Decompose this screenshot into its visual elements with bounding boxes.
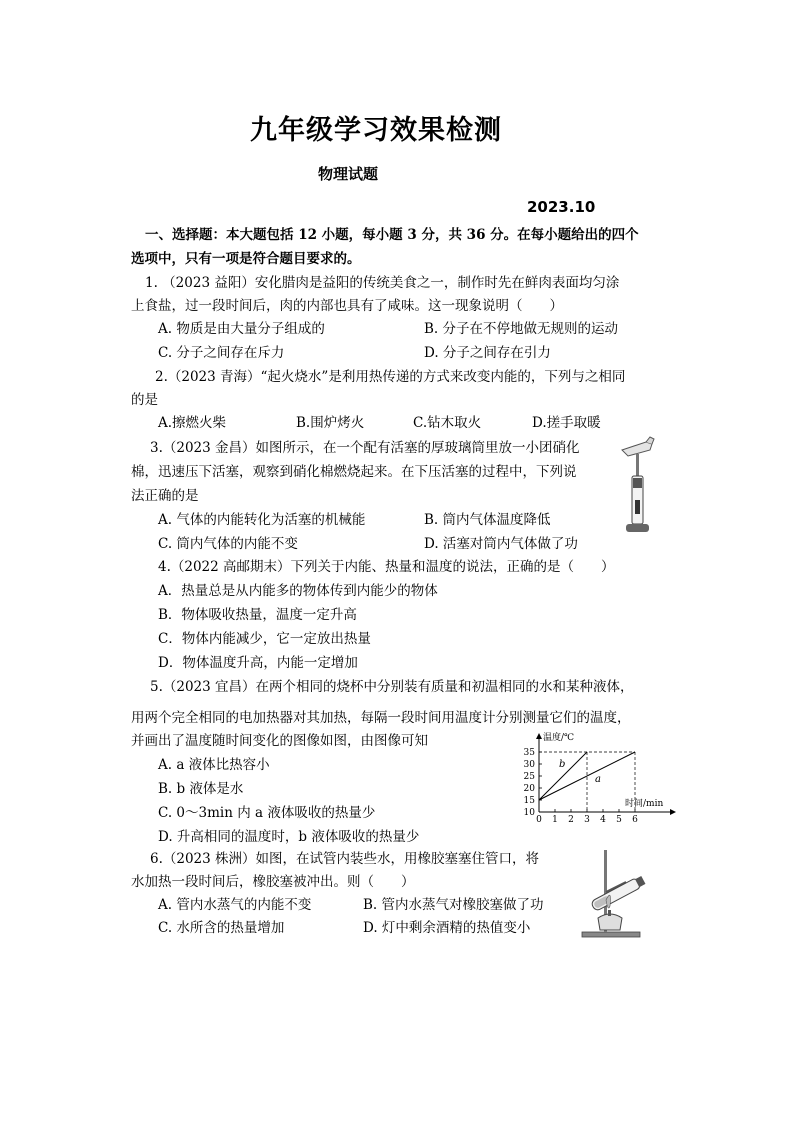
x-tick-label: 5 [616,815,622,825]
y-tick-label: 10 [523,808,535,818]
q2-option-d: D.搓手取暖 [532,415,601,431]
series-label-b: b [559,759,566,770]
q3-option-d: D. 活塞对筒内气体做了功 [424,536,578,552]
x-tick-label: 1 [552,815,558,825]
q5-option-c: C. 0～3min 内 a 液体吸收的热量少 [158,805,376,821]
y-tick-label: 35 [523,748,535,758]
q6-option-a: A. 管内水蒸气的内能不变 [158,897,312,913]
q6-stem-line1: 6.（2023 株洲）如图，在试管内装些水，用橡胶塞塞住管口，将 [150,851,540,867]
q3-stem-line2: 棉，迅速压下活塞，观察到硝化棉燃烧起来。在下压活塞的过程中，下列说 [131,464,577,480]
q3-option-c: C. 筒内气体的内能不变 [158,536,298,552]
q6-stem-line2: 水加热一段时间后，橡胶塞被冲出。则（ ） [131,874,415,890]
subject-heading: 物理试题 [318,165,379,183]
x-tick-label: 0 [536,815,542,825]
q1-option-c: C. 分子之间存在斥力 [158,345,285,361]
q2-stem-line2: 的是 [131,392,158,408]
q3-option-a: A. 气体的内能转化为活塞的机械能 [158,512,366,528]
q4-stem: 4.（2022 高邮期末）下列关于内能、热量和温度的说法，正确的是（ ） [158,559,615,575]
temperature-time-chart [515,728,695,828]
exam-date: 2023.10 [527,198,596,216]
q5-option-a: A. a 液体比热容小 [158,757,270,773]
q3-option-b: B. 筒内气体温度降低 [424,512,551,528]
q5-stem-line3: 并画出了温度随时间变化的图像如图，由图像可知 [131,733,428,749]
y-tick-label: 25 [523,772,535,782]
section-intro-line2: 选项中，只有一项是符合题目要求的。 [131,251,361,267]
q4-option-a: A．热量总是从内能多的物体传到内能少的物体 [158,583,438,599]
q2-option-b: B.围炉烤火 [296,415,365,431]
q4-option-d: D．物体温度升高，内能一定增加 [158,655,358,671]
q5-option-b: B. b 液体是水 [158,781,244,797]
q5-option-d: D. 升高相同的温度时，b 液体吸收的热量少 [158,829,420,845]
q3-stem-line3: 法正确的是 [131,488,199,504]
piston-cylinder-figure [616,436,660,536]
q1-stem-line1: 1. （2023 益阳）安化腊肉是益阳的传统美食之一，制作时先在鲜肉表面均匀涂 [145,275,620,291]
x-tick-label: 3 [584,815,590,825]
q2-stem-line1: 2.（2023 青海）“起火烧水”是利用热传递的方式来改变内能的，下列与之相同 [155,369,626,385]
q1-stem-line2: 上食盐，过一段时间后，肉的内部也具有了咸味。这一现象说明（ ） [131,298,563,314]
test-tube-heating-figure [578,848,660,940]
q3-stem-line1: 3.（2023 金昌）如图所示，在一个配有活塞的厚玻璃筒里放一小团硝化 [150,440,580,456]
q2-option-c: C.钻木取火 [413,415,482,431]
q4-option-c: C．物体内能减少，它一定放出热量 [158,631,371,647]
q2-option-a: A.擦燃火柴 [158,415,227,431]
q5-stem-line1: 5.（2023 宜昌）在两个相同的烧杯中分别装有质量和初温相同的水和某种液体， [150,679,634,695]
series-label-a: a [595,774,601,785]
q1-option-a: A. 物质是由大量分子组成的 [158,321,325,337]
x-tick-label: 6 [632,815,638,825]
q6-option-b: B. 管内水蒸气对橡胶塞做了功 [363,897,544,913]
q5-stem-line2: 用两个完全相同的电加热器对其加热，每隔一段时间用温度计分别测量它们的温度， [131,710,631,726]
y-tick-label: 15 [523,796,535,806]
y-tick-label: 20 [523,784,535,794]
q1-option-b: B. 分子在不停地做无规则的运动 [424,321,619,337]
q6-option-c: C. 水所含的热量增加 [158,920,285,936]
y-axis-label: 温度/℃ [543,733,575,743]
x-tick-label: 2 [568,815,574,825]
x-axis-label: 时间/min [625,799,664,809]
section-intro-line1: 一、选择题：本大题包括 12 小题，每小题 3 分，共 36 分。在每小题给出的四个 [145,227,639,243]
q1-option-d: D. 分子之间存在引力 [424,345,551,361]
page-title: 九年级学习效果检测 [250,115,502,146]
y-tick-label: 30 [523,760,535,770]
x-tick-label: 4 [600,815,606,825]
q6-option-d: D. 灯中剩余酒精的热值变小 [363,920,531,936]
q4-option-b: B．物体吸收热量，温度一定升高 [158,607,357,623]
